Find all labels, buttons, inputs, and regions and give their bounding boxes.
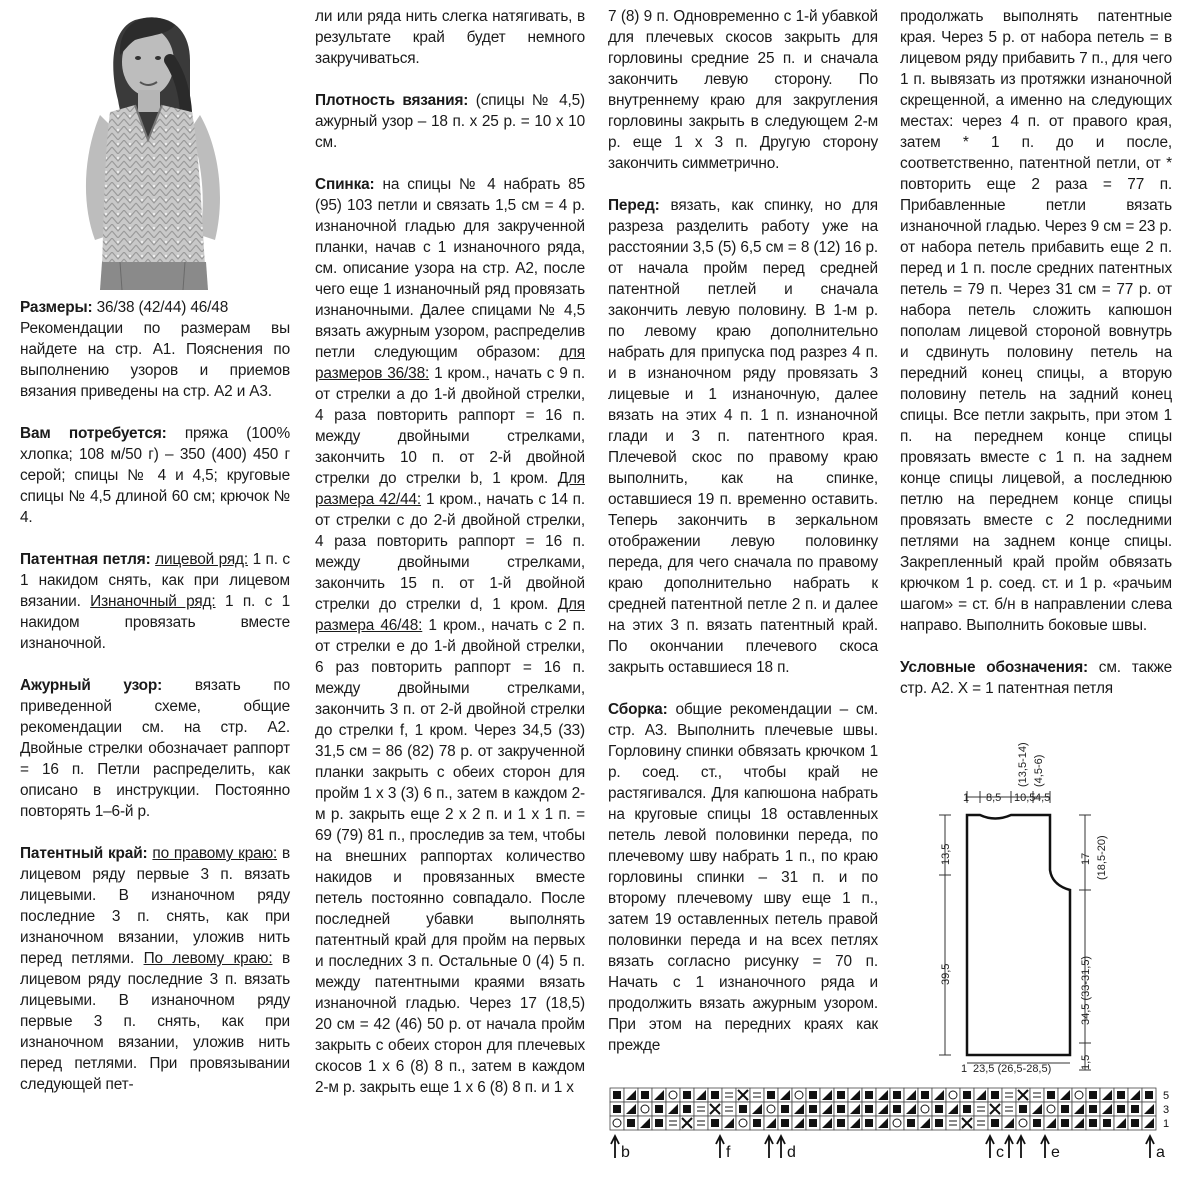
continuation-paragraph: 7 (8) 9 п. Одновременно с 1-й убавкой для плечевых скосов закрыть для горловины средние 25 п. и сначала закончить левую сторону. По внутреннему краю для закругления горловины закрыть в следующем 2-м р. еще 1 х 3 п. Другую сторону закончить симметрично. <box>608 8 878 172</box>
chart-cell <box>918 1102 932 1116</box>
chart-cell <box>974 1116 988 1130</box>
chart-cell <box>764 1102 778 1116</box>
chart-arrow <box>986 1136 994 1158</box>
chart-cell <box>694 1116 708 1130</box>
back-size-label: Для размера 42/44: <box>315 470 585 508</box>
chart-symbol <box>837 1119 845 1127</box>
schematic-label: 23,5 (26,5-28,5) <box>973 1063 1052 1075</box>
chart-arrow-label: d <box>787 1144 796 1161</box>
chart-symbol <box>935 1105 943 1113</box>
chart-symbol <box>809 1105 817 1113</box>
chart-symbol <box>613 1091 621 1099</box>
chart-symbol <box>809 1091 817 1099</box>
front-paragraph <box>608 195 878 678</box>
chart-arrow-label: c <box>996 1144 1004 1161</box>
chart-symbol <box>711 1091 719 1099</box>
chart-symbol <box>781 1105 789 1113</box>
chart-cell <box>1002 1102 1016 1116</box>
front-text: вязать, как спинку, но для разреза разделить работу уже на расстоянии 3,5 (5) 6,5 см = 8 (12) 16 р. от начала пройм перед средней патентной петлей и сначала закончить левую половину. В 1-м р. по левому краю дополнительно набрать для припуска под разрез 4 п. и в изнаночном ряду провязать 3 лицевые и 1 изнаночную, далее вязать на этих 4 п. 1 п. изнаночной глади и 3 п. патентного края. Плечевой скос по правому краю выполнить, как на спинке, оставшиеся 19 п. временно оставить. Теперь закончить в зеркальном отображении левую половинку переда, для чего сначала по правому краю дополнительно набрать к средней патентной петле 2 п. и далее на этих 3 п. вязать патентный край. По окончании плечевого скоса закрыть оставшиеся 18 п. <box>608 197 878 676</box>
chart-cell <box>666 1088 680 1102</box>
back-size-label: Для размера 46/48: <box>315 596 585 634</box>
chart-symbol <box>865 1091 873 1099</box>
chart-symbol <box>683 1105 691 1113</box>
chart-symbol <box>1145 1091 1153 1099</box>
chart-symbol <box>809 1119 817 1127</box>
chart-symbol <box>893 1105 901 1113</box>
row-number: 3 <box>1163 1104 1170 1116</box>
chart-cell <box>946 1116 960 1130</box>
patent-loop-paragraph <box>20 549 290 654</box>
chart-symbol <box>963 1105 971 1113</box>
chart-arrow-label: a <box>1156 1144 1165 1161</box>
materials-label: Вам потребуется: <box>20 425 167 442</box>
patent-loop-back-label: Изнаночный ряд: <box>90 593 216 610</box>
chart-symbol <box>613 1105 621 1113</box>
patent-loop-back-text: 1 п. с 1 накидом провязать вместе изнаночной. <box>20 593 290 652</box>
chart-arrow <box>716 1136 724 1158</box>
chart-arrows <box>611 1136 1165 1161</box>
model-photo <box>40 0 290 290</box>
sizes-text: Рекомендации по размерам вы найдете на стр. А1. Пояснения по выполнению узоров и приемов вязания приведены на стр. А2 и А3. <box>20 320 290 400</box>
continuation-paragraph: ли или ряда нить слегка натягивать, в результате край будет немного закручиваться. <box>315 8 585 67</box>
density-label: Плотность вязания: <box>315 92 469 109</box>
chart-cell <box>722 1102 736 1116</box>
row-number: 1 <box>1163 1118 1170 1130</box>
chart-symbol <box>1131 1119 1139 1127</box>
chart-symbol <box>1061 1119 1069 1127</box>
sizes-paragraph <box>20 297 290 402</box>
patent-loop-label: Патентная петля: <box>20 551 151 568</box>
chart-symbol <box>1033 1119 1041 1127</box>
chart-symbol <box>1131 1105 1139 1113</box>
garment-schematic <box>925 725 1195 1075</box>
chart-cell <box>1016 1116 1030 1130</box>
text-column-1 <box>20 297 290 1095</box>
chart-symbol <box>627 1119 635 1127</box>
lace-paragraph <box>20 675 290 822</box>
density-text: (спицы № 4,5) ажурный узор – 18 п. х 25 р. = 10 х 10 см. <box>315 92 585 151</box>
chart-symbol <box>1019 1105 1027 1113</box>
chart-arrow <box>1017 1136 1025 1158</box>
chart-cell <box>792 1088 806 1102</box>
patent-edge-left-label: По левому краю: <box>143 950 273 967</box>
schematic-label: (13,5-14) <box>1017 742 1029 787</box>
chart-symbol <box>1089 1105 1097 1113</box>
chart-cell <box>666 1116 680 1130</box>
assembly-paragraph <box>608 699 878 1056</box>
text-column-3 <box>608 6 878 1056</box>
chart-symbol <box>907 1119 915 1127</box>
density-paragraph <box>315 90 585 153</box>
patent-edge-left-text: в лицевом ряду последние 3 п. вязать лицевыми. В изнаночном ряду первые 3 п. снять, как при изнаночном вязании, уложив нить перед петлями. При провязывании следующей пет- <box>20 950 290 1093</box>
text-column-4 <box>900 6 1172 699</box>
assembly-text: общие рекомендации – см. стр. А3. Выполнить плечевые швы. Горловину спинки обвязать крючком 1 р. соед. ст., чтобы край не растягивался. Для капюшона набрать на круговые спицы 18 оставленных петель левой половинки переда, по плечевому шву набрать 1 п., по краю горловины спинки – 31 п. и по второму плечевому шву еще 1 п., затем 19 оставленных петель правой половинки переда и на всех петлях вязать согласно рисунку = 70 п. Начать с 1 изнаночного ряда и продолжить вязать ажурным узором. При этом на передних краях как прежде <box>608 701 878 1054</box>
chart-cell <box>736 1116 750 1130</box>
chart-arrow-label: b <box>621 1144 630 1161</box>
chart-symbol <box>921 1091 929 1099</box>
chart-arrow <box>777 1136 785 1158</box>
schematic-label: (4,5-6) <box>1033 754 1045 787</box>
chart-symbol <box>781 1119 789 1127</box>
schematic-label: 1 <box>961 1063 968 1075</box>
materials-paragraph <box>20 423 290 528</box>
schematic-label: 17 <box>1080 852 1092 865</box>
chart-symbol <box>991 1119 999 1127</box>
chart-cell <box>974 1102 988 1116</box>
continuation-paragraph: продолжать выполнять патентные края. Через 5 р. от набора петель = в лицевом ряду прибавить 7 п., для чего 1 п. вывязать из протяжки изнаночной скрещенной, а именно на следующих местах: через 4 п. от правого края, затем * 1 п. до и после, соответственно, патентной петли, от * повторить еще 2 раза = 77 п. Прибавленные петли вязать изнаночной гладью. Через 9 см = 23 р. от набора петель прибавить еще 2 п. перед и 1 п. после средних патентных петель = 79 п. Через 31 см = 77 р. от набора петель сложить капюшон пополам лицевой стороной вовнутрь и сдвинуть половину петель на передний конец спицы, а вторую половину петель на задний конец спицы. Все петли закрыть, при этом 1 п. на переднем конце спицы провязать вместе с 1 п. на заднем конце спицы лицевой, а последнюю петлю на переднем конце спицы провязать вместе с 2 последними петлями на заднем конце спицы. Закрепленный край пройм обвязать крючком 1 р. соед. ст. и 1 р. «рачьим шагом» = ст. б/н в направлении слева направо. Выполнить боковые швы. <box>900 8 1172 634</box>
schematic-label: 13,5 <box>940 843 952 865</box>
chart-symbol <box>641 1091 649 1099</box>
back-text: 1 кром., начать с 9 п. от стрелки а до 1-й двойной стрелки, 4 раза повторить раппорт = 16 п. между двойными стрелками, закончить 10 п. от 2-й двойной стрелки до стрелки b, 1 кром. <box>315 365 585 487</box>
chart-symbol <box>683 1091 691 1099</box>
chart-arrow <box>1146 1136 1154 1158</box>
schematic-label: 8,5 <box>986 792 1002 804</box>
stitch-chart <box>600 1080 1195 1195</box>
chart-symbol <box>837 1105 845 1113</box>
chart-symbol <box>767 1091 775 1099</box>
schematic-label: 39,5 <box>940 963 952 985</box>
back-size-label: для размеров 36/38: <box>315 344 585 382</box>
materials-text: пряжа (100% хлопка; 108 м/50 г) – 350 (400) 450 г серой; спицы № 4 и 4,5; круговые спицы № 4,5 длиной 60 см; крючок № 4. <box>20 425 290 526</box>
chart-arrow-label: f <box>726 1144 731 1161</box>
chart-cell <box>638 1102 652 1116</box>
chart-arrow <box>611 1136 619 1158</box>
back-paragraph <box>315 174 585 1098</box>
chart-symbol <box>1117 1091 1125 1099</box>
chart-cell <box>1072 1088 1086 1102</box>
front-label: Перед: <box>608 197 660 214</box>
back-text: 1 кром., начать с 14 п. от стрелки с до 2-й двойной стрелки, 4 раза повторить раппорт = 16 п. между двойными стрелками, закончить 15 п. от 1-й двойной стрелки до стрелки d, 1 кром. <box>315 491 585 613</box>
chart-symbol <box>963 1091 971 1099</box>
patent-loop-face-label: лицевой ряд: <box>155 551 248 568</box>
assembly-label: Сборка: <box>608 701 668 718</box>
chart-arrow <box>1005 1136 1013 1158</box>
text-column-2 <box>315 6 585 1098</box>
chart-cell <box>750 1088 764 1102</box>
patent-edge-right-text: в лицевом ряду первые 3 п. вязать лицевыми. В изнаночном ряду последние 3 п. снять, как при изнаночном вязании, уложив нить перед петлями. <box>20 845 291 967</box>
chart-symbol <box>711 1119 719 1127</box>
schematic-label: 1,5 <box>1080 1054 1092 1070</box>
chart-cell <box>1044 1102 1058 1116</box>
chart-symbol <box>1089 1091 1097 1099</box>
chart-symbol <box>1089 1119 1097 1127</box>
chart-symbol <box>753 1119 761 1127</box>
sizes-label: Размеры: <box>20 299 93 316</box>
chart-symbol <box>1103 1119 1111 1127</box>
patent-edge-right-label: по правому краю: <box>152 845 278 862</box>
lace-text: вязать по приведенной схеме, общие рекомендации см. на стр. А2. Двойные стрелки обозначает раппорт = 16 п. Петли распределить, как описано в инструкции. Постоянно повторять 1–6-й р. <box>20 677 290 820</box>
schematic-label: (18,5-20) <box>1096 835 1108 880</box>
row-number: 5 <box>1163 1090 1170 1102</box>
chart-cell <box>722 1088 736 1102</box>
chart-symbol <box>1117 1105 1125 1113</box>
patent-edge-label: Патентный край: <box>20 845 148 862</box>
chart-arrow-label: e <box>1051 1144 1060 1161</box>
chart-cell <box>1002 1088 1016 1102</box>
garment-outline <box>967 815 1070 1055</box>
sizes-value: 36/38 (42/44) 46/48 <box>92 299 229 316</box>
patent-edge-paragraph <box>20 843 290 1095</box>
schematic-label: 1 <box>963 792 970 804</box>
chart-symbol <box>893 1091 901 1099</box>
chart-cell <box>610 1116 624 1130</box>
chart-symbol <box>865 1119 873 1127</box>
legend-text: см. также стр. А2. Х = 1 патентная петля <box>900 659 1172 697</box>
back-text: на спицы № 4 набрать 85 (95) 103 петли и связать 1,5 см = 4 р. изнаночной гладью для закрученной планки, начав с 1 изнаночного ряда, см. описание узора на стр. А2, после чего еще 1 изнаночный ряд провязать изнаночными. Далее спицами № 4,5 вязать ажурным узором, распределив петли следующим образом: <box>315 176 585 361</box>
chart-symbol <box>655 1119 663 1127</box>
chart-cell <box>890 1116 904 1130</box>
chart-symbol <box>991 1091 999 1099</box>
legend-paragraph <box>900 657 1172 699</box>
chart-arrow <box>1041 1136 1049 1158</box>
chart-cell <box>694 1102 708 1116</box>
lace-label: Ажурный узор: <box>20 677 163 694</box>
chart-symbol <box>1047 1091 1055 1099</box>
chart-symbol <box>837 1091 845 1099</box>
chart-arrow <box>765 1136 773 1158</box>
chart-cell <box>1030 1088 1044 1102</box>
schematic-label: 10,5 <box>1014 792 1036 804</box>
schematic-label: 4,5 <box>1035 792 1051 804</box>
back-label: Спинка: <box>315 176 375 193</box>
chart-symbol <box>739 1105 747 1113</box>
back-text: 1 кром., начать с 2 п. от стрелки е до 1-й двойной стрелки, 6 раз повторить раппорт = 16 п. между двойными стрелками, закончить 3 п. от 2-й двойной стрелки до стрелки f, 1 кром. Через 34,5 (33) 31,5 см = 86 (82) 78 р. от закрученной планки закрыть с обеих сторон для пройм 1 х 3 (3) 6 п., затем в каждом 2-м р. закрыть еще 2 х 2 п. и 1 х 1 п. = 69 (79) 81 п., проследив за тем, чтобы на внешних раппортах количество накидов и провязанных вместе петель постоянно совпадало. После последней убавки выполнять патентный край для пройм на первых и последних 3 п. Остальные 0 (4) 5 п. между патентными краями вязать изнаночной гладью. Через 17 (18,5) 20 см = 42 (46) 50 р. от начала пройм закрыть с обеих сторон для плечевых скосов 1 х 6 (8) 8 п., затем в каждом 2-м р. закрыть еще 1 х 6 (8) 8 п. и 1 х <box>315 617 585 1096</box>
patent-loop-face-text: 1 п. с 1 накидом снять, как при лицевом вязании. <box>20 551 290 610</box>
chart-grid <box>610 1088 1156 1130</box>
chart-symbol <box>935 1119 943 1127</box>
legend-label: Условные обозначения: <box>900 659 1088 676</box>
schematic-label: 34,5 (33-31,5) <box>1080 955 1092 1025</box>
chart-cell <box>946 1088 960 1102</box>
chart-symbol <box>1061 1105 1069 1113</box>
chart-symbol <box>865 1105 873 1113</box>
chart-symbol <box>655 1105 663 1113</box>
